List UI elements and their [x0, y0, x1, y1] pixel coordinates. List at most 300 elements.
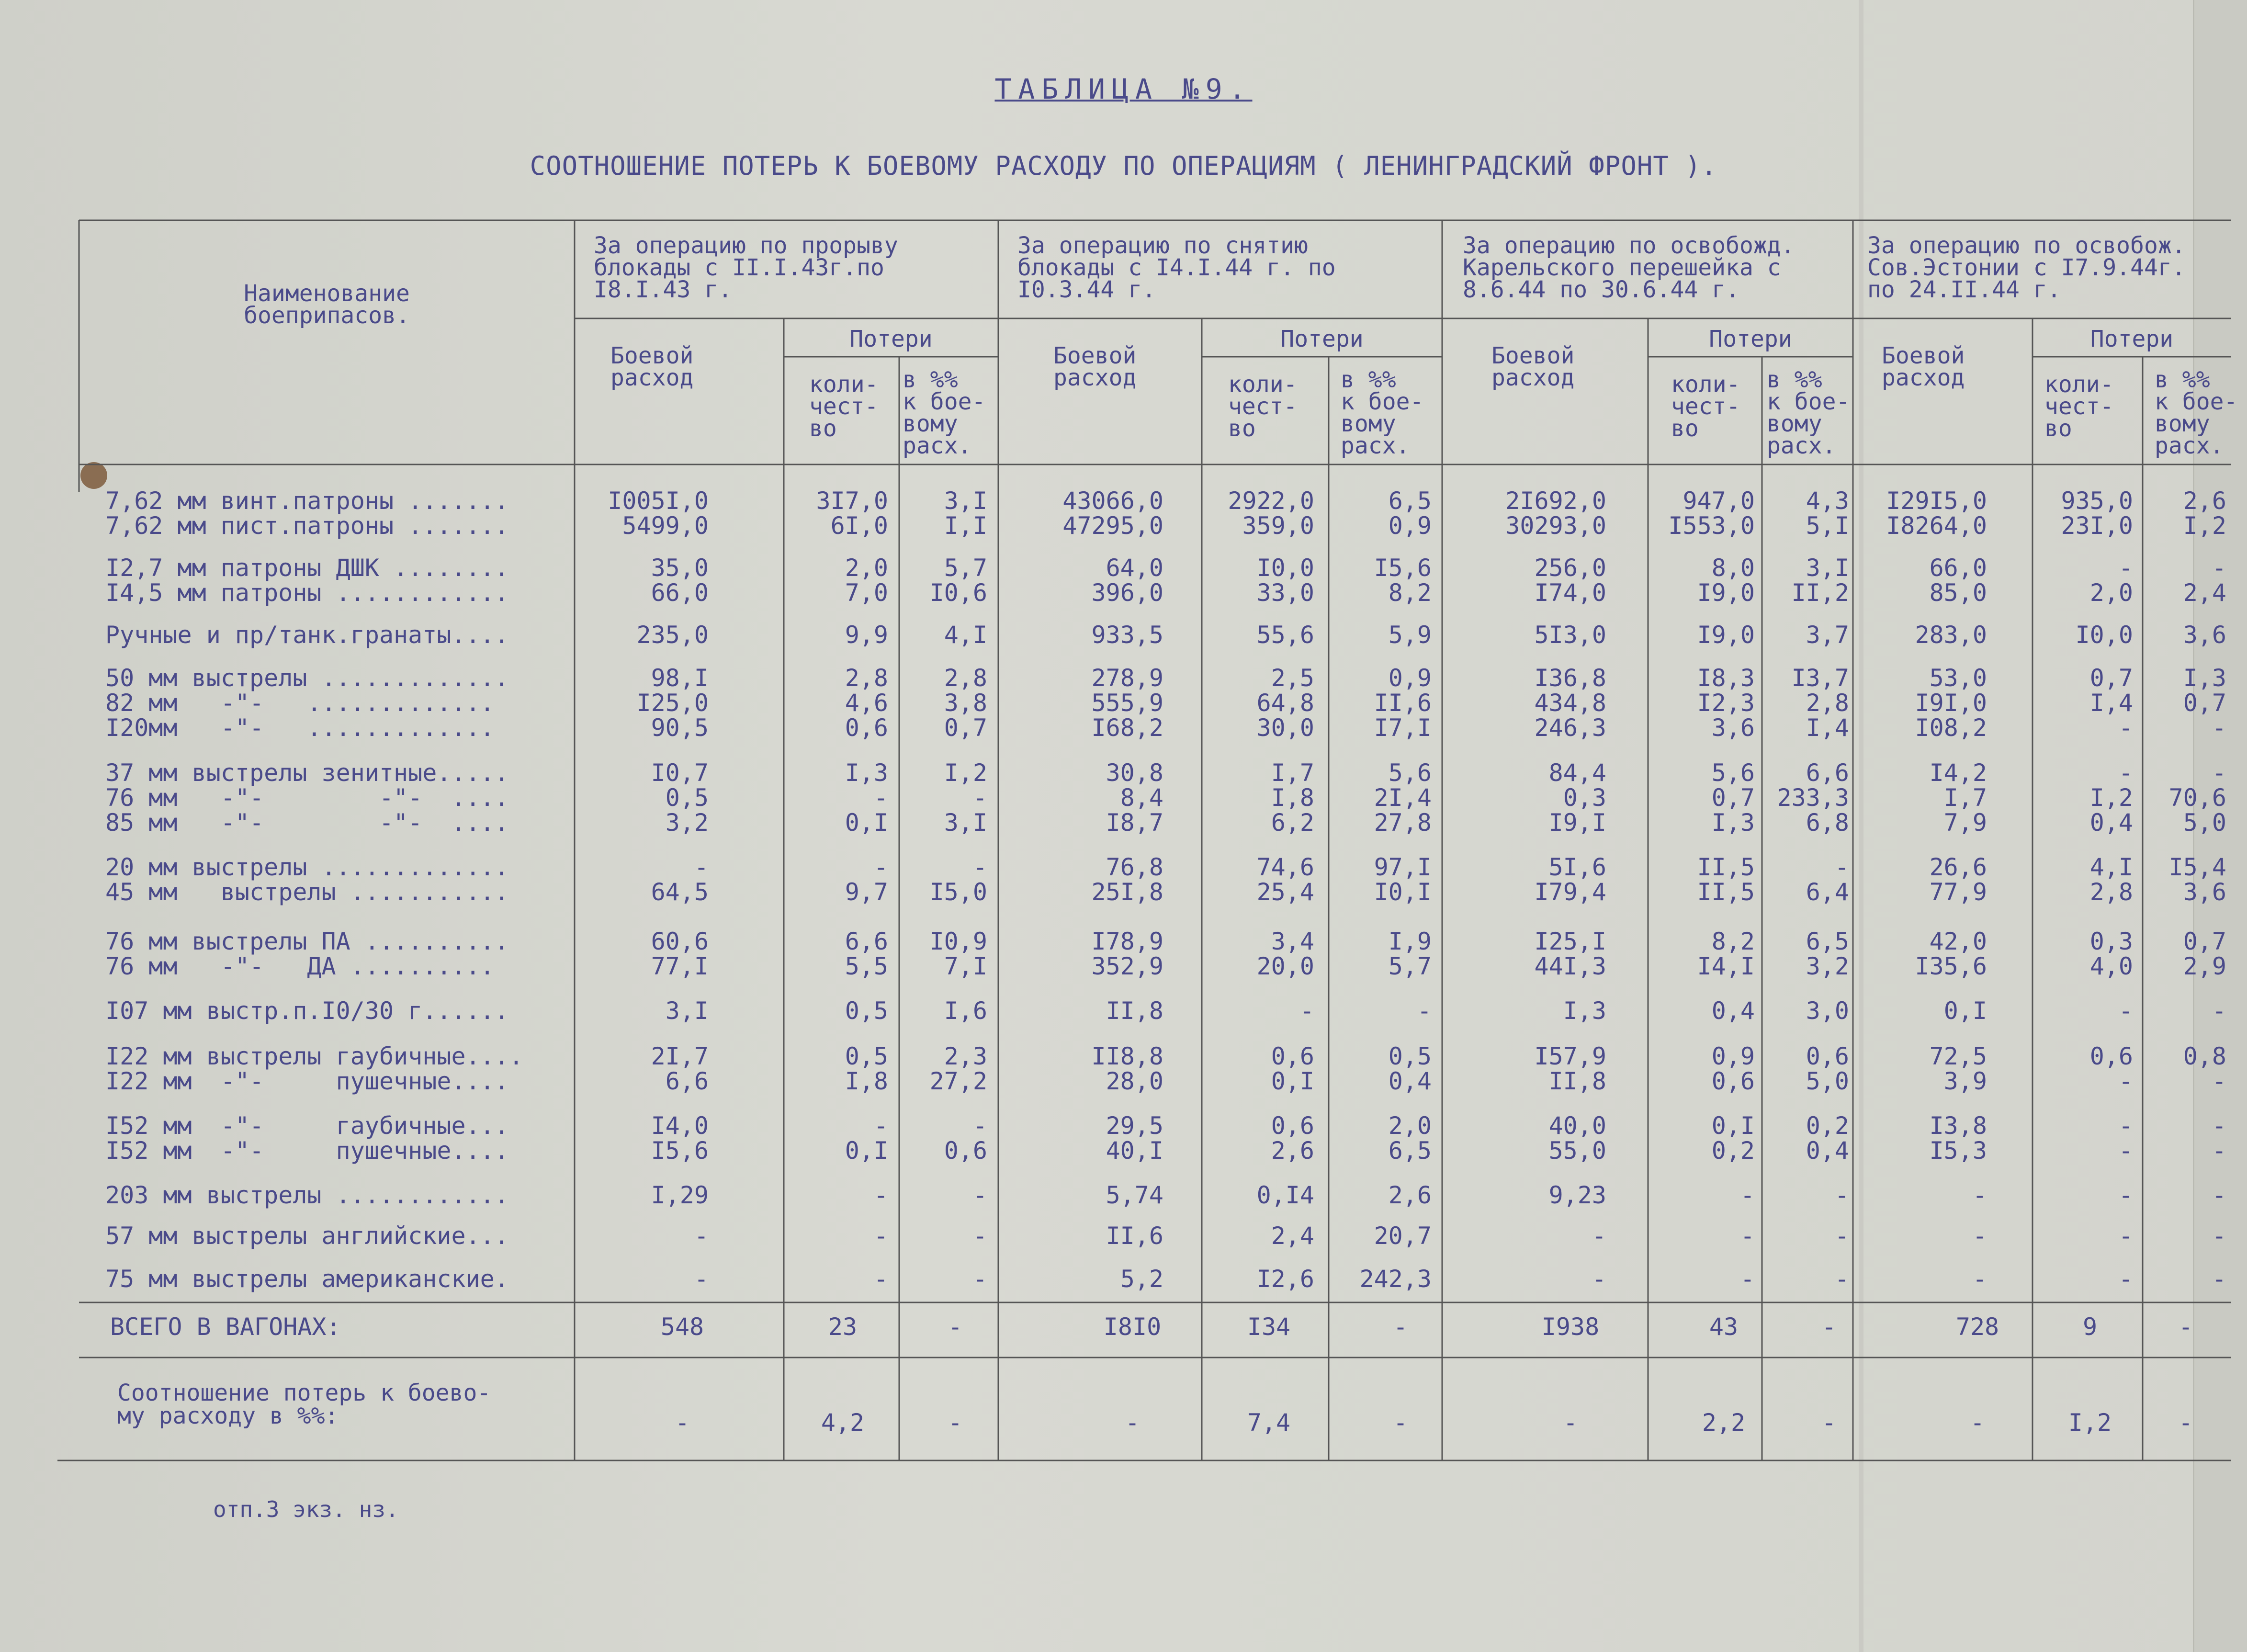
- row-value: 40,I: [1106, 1137, 1163, 1165]
- row-value: 2,0: [1388, 1112, 1432, 1140]
- row-name: I52 мм -"- гаубичные...: [105, 1112, 509, 1140]
- row-value: 28,0: [1106, 1067, 1163, 1095]
- row-value: 6,5: [1806, 928, 1849, 955]
- row-value: -: [873, 784, 888, 812]
- row-value: 6,2: [1271, 809, 1314, 837]
- row-value: I,7: [1271, 759, 1314, 787]
- row-value: II,5: [1697, 853, 1755, 881]
- row-value: -: [2212, 714, 2226, 742]
- table-subtitle: СООТНОШЕНИЕ ПОТЕРЬ К БОЕВОМУ РАСХОДУ ПО ОПЕРАЦИЯМ ( ЛЕНИНГРАДСКИЙ ФРОНТ ).: [530, 151, 1717, 181]
- row-value: -: [972, 1265, 987, 1293]
- row-value: I,I: [944, 512, 987, 540]
- row-value: I9,I: [1548, 809, 1606, 837]
- row-value: 3,6: [1711, 714, 1755, 742]
- row-value: II,5: [1697, 878, 1755, 906]
- ratio-value: -: [1393, 1409, 1408, 1437]
- row-value: I3,8: [1929, 1112, 1987, 1140]
- row-value: I2,3: [1697, 689, 1755, 717]
- row-value: -: [1834, 1265, 1849, 1293]
- row-value: 0,7: [2183, 689, 2226, 717]
- row-value: 47295,0: [1062, 512, 1163, 540]
- row-value: -: [694, 1265, 709, 1293]
- row-value: -: [2212, 1265, 2226, 1293]
- row-value: 2I692,0: [1505, 487, 1606, 515]
- row-value: I8,3: [1697, 664, 1755, 692]
- row-value: 6,5: [1388, 487, 1432, 515]
- total-value: -: [2178, 1313, 2193, 1341]
- ratio-value: -: [1563, 1409, 1578, 1437]
- row-value: 0,I: [1943, 997, 1987, 1025]
- row-value: I08,2: [1915, 714, 1987, 742]
- row-value: -: [1972, 1222, 1987, 1250]
- row-value: 0,4: [1388, 1067, 1432, 1095]
- ratio-value: -: [1821, 1409, 1837, 1437]
- row-value: 0,8: [2183, 1042, 2226, 1070]
- total-value: 9: [2082, 1313, 2098, 1341]
- row-value: 3,0: [1806, 997, 1849, 1025]
- row-value: 2,0: [845, 554, 888, 582]
- row-value: I9,0: [1697, 621, 1755, 649]
- row-value: 7,I: [944, 952, 987, 980]
- row-value: 43066,0: [1062, 487, 1163, 515]
- row-value: 66,0: [1929, 554, 1987, 582]
- total-value: I34: [1247, 1313, 1291, 1341]
- row-value: -: [2212, 997, 2226, 1025]
- row-value: 5,5: [845, 952, 888, 980]
- row-value: I,2: [944, 759, 987, 787]
- row-value: 20,0: [1256, 952, 1314, 980]
- row-name: I22 мм -"- пушечные....: [105, 1067, 509, 1095]
- row-value: -: [1834, 1181, 1849, 1209]
- row-value: 256,0: [1534, 554, 1606, 582]
- row-value: I68,2: [1091, 714, 1163, 742]
- row-value: 8,2: [1711, 928, 1755, 955]
- row-value: -: [2118, 1137, 2133, 1165]
- row-value: 0,6: [1271, 1112, 1314, 1140]
- row-value: I0,7: [651, 759, 709, 787]
- ratio-value: -: [1125, 1409, 1140, 1437]
- row-value: 935,0: [2061, 487, 2133, 515]
- row-value: 555,9: [1091, 689, 1163, 717]
- footer-note: отп.3 экз. нз.: [213, 1496, 399, 1522]
- row-value: -: [873, 1265, 888, 1293]
- row-value: 0,9: [1388, 512, 1432, 540]
- row-value: 4,3: [1806, 487, 1849, 515]
- row-value: -: [2212, 1137, 2226, 1165]
- row-value: 4,6: [845, 689, 888, 717]
- row-value: 2,4: [2183, 579, 2226, 607]
- row-value: 0,4: [1711, 997, 1755, 1025]
- row-value: 85,0: [1929, 579, 1987, 607]
- row-value: 3,I: [944, 487, 987, 515]
- row-value: -: [972, 1222, 987, 1250]
- row-value: I4,I: [1697, 952, 1755, 980]
- row-value: I74,0: [1534, 579, 1606, 607]
- row-value: 60,6: [651, 928, 709, 955]
- row-value: 233,3: [1777, 784, 1849, 812]
- header-qty-2: коли- чест- во: [1228, 371, 1298, 442]
- row-value: -: [1740, 1265, 1755, 1293]
- row-value: -: [972, 853, 987, 881]
- row-value: 84,4: [1548, 759, 1606, 787]
- header-qty-4: коли- чест- во: [2044, 371, 2114, 442]
- row-value: 8,2: [1388, 579, 1432, 607]
- row-value: 9,9: [845, 621, 888, 649]
- ratio-value: -: [1970, 1409, 1985, 1437]
- row-value: 5,6: [1388, 759, 1432, 787]
- row-value: 2,0: [2089, 579, 2133, 607]
- row-value: 77,I: [651, 952, 709, 980]
- row-value: 0,9: [1388, 664, 1432, 692]
- row-value: 0,7: [2183, 928, 2226, 955]
- ratio-value: -: [948, 1409, 963, 1437]
- row-name: 7,62 мм винт.патроны .......: [105, 487, 509, 515]
- header-combat-4: Боевой расход: [1882, 342, 1965, 391]
- row-value: -: [1592, 1222, 1606, 1250]
- row-value: 2922,0: [1228, 487, 1314, 515]
- row-value: 235,0: [636, 621, 709, 649]
- row-value: I,7: [1943, 784, 1987, 812]
- row-value: I0,6: [929, 579, 987, 607]
- row-name: 203 мм выстрелы ............: [105, 1181, 509, 1209]
- row-value: 72,5: [1929, 1042, 1987, 1070]
- row-value: II,2: [1791, 579, 1849, 607]
- row-value: 77,9: [1929, 878, 1987, 906]
- row-value: 5,6: [1711, 759, 1755, 787]
- row-value: I9,0: [1697, 579, 1755, 607]
- row-value: 66,0: [651, 579, 709, 607]
- total-value: -: [1393, 1313, 1408, 1341]
- row-value: -: [2118, 1112, 2133, 1140]
- total-value: 548: [660, 1313, 704, 1341]
- row-value: 0,7: [944, 714, 987, 742]
- row-value: I35,6: [1915, 952, 1987, 980]
- row-value: 434,8: [1534, 689, 1606, 717]
- ratio-value: 4,2: [821, 1409, 865, 1437]
- row-value: 242,3: [1359, 1265, 1432, 1293]
- header-pct-3: в %% к бое- вому расх.: [1767, 366, 1850, 459]
- row-value: 6,6: [1806, 759, 1849, 787]
- row-value: 2,5: [1271, 664, 1314, 692]
- row-value: 74,6: [1256, 853, 1314, 881]
- row-value: 27,2: [929, 1067, 987, 1095]
- row-value: 4,0: [2089, 952, 2133, 980]
- row-value: 64,8: [1256, 689, 1314, 717]
- row-value: I2,6: [1256, 1265, 1314, 1293]
- total-value: 23: [828, 1313, 858, 1341]
- row-value: -: [1972, 1265, 1987, 1293]
- row-value: 7,9: [1943, 809, 1987, 837]
- row-value: 30,8: [1106, 759, 1163, 787]
- row-value: -: [1972, 1181, 1987, 1209]
- row-name: 82 мм -"- .............: [105, 689, 495, 717]
- row-value: 6,6: [845, 928, 888, 955]
- row-name: I07 мм выстр.п.I0/30 г......: [105, 997, 509, 1025]
- row-value: 5I3,0: [1534, 621, 1606, 649]
- row-value: 25I,8: [1091, 878, 1163, 906]
- total-value: I938: [1541, 1313, 1600, 1341]
- header-operation-3: За операцию по освобожд. Карельского перешейка с 8.6.44 по 30.6.44 г.: [1463, 232, 1795, 303]
- row-value: 0,3: [1563, 784, 1606, 812]
- row-value: I,4: [1806, 714, 1849, 742]
- row-value: 26,6: [1929, 853, 1987, 881]
- row-value: II8,8: [1091, 1042, 1163, 1070]
- header-pct-2: в %% к бое- вому расх.: [1341, 366, 1424, 459]
- ratio-value: -: [675, 1409, 690, 1437]
- row-value: 7,0: [845, 579, 888, 607]
- row-value: 2,6: [2183, 487, 2226, 515]
- row-value: 33,0: [1256, 579, 1314, 607]
- row-value: -: [694, 853, 709, 881]
- row-value: 0,7: [1711, 784, 1755, 812]
- row-name: 20 мм выстрелы .............: [105, 853, 509, 881]
- row-value: 23I,0: [2061, 512, 2133, 540]
- row-value: -: [873, 1181, 888, 1209]
- row-value: 5,I: [1806, 512, 1849, 540]
- row-value: I,8: [845, 1067, 888, 1095]
- row-value: 3,7: [1806, 621, 1849, 649]
- row-value: 3,8: [944, 689, 987, 717]
- header-combat-2: Боевой расход: [1053, 342, 1137, 391]
- row-value: -: [972, 784, 987, 812]
- row-value: 5,9: [1388, 621, 1432, 649]
- row-value: 2I,7: [651, 1042, 709, 1070]
- row-value: 2,3: [944, 1042, 987, 1070]
- row-value: II,8: [1548, 1067, 1606, 1095]
- row-name: 50 мм выстрелы .............: [105, 664, 509, 692]
- total-value: 43: [1709, 1313, 1739, 1341]
- row-value: 0,I: [1271, 1067, 1314, 1095]
- row-value: 42,0: [1929, 928, 1987, 955]
- row-value: 55,6: [1256, 621, 1314, 649]
- row-value: 0,6: [1711, 1067, 1755, 1095]
- table-title: ТАБЛИЦА №9.: [994, 73, 1253, 105]
- row-value: I,9: [1388, 928, 1432, 955]
- row-value: I5,6: [651, 1137, 709, 1165]
- row-value: 5,0: [2183, 809, 2226, 837]
- row-value: -: [2212, 1112, 2226, 1140]
- row-name: I22 мм выстрелы гаубичные....: [105, 1042, 523, 1070]
- row-value: 76,8: [1106, 853, 1163, 881]
- row-value: -: [2212, 1067, 2226, 1095]
- row-value: 0,6: [2089, 1042, 2133, 1070]
- row-value: I79,4: [1534, 878, 1606, 906]
- row-value: 0,I4: [1256, 1181, 1314, 1209]
- row-name: I4,5 мм патроны ............: [105, 579, 509, 607]
- row-value: I29I5,0: [1886, 487, 1987, 515]
- total-label: ВСЕГО В ВАГОНАХ:: [110, 1313, 341, 1341]
- header-operation-1: За операцию по прорыву блокады с II.I.43г.по I8.I.43 г.: [594, 232, 898, 303]
- row-value: I9I,0: [1915, 689, 1987, 717]
- row-value: 3,2: [665, 809, 709, 837]
- row-value: I25,0: [636, 689, 709, 717]
- row-value: I7,I: [1374, 714, 1432, 742]
- row-value: 0,5: [1388, 1042, 1432, 1070]
- header-qty-1: коли- чест- во: [809, 371, 879, 442]
- row-value: 8,4: [1120, 784, 1163, 812]
- row-value: 0,I: [1711, 1112, 1755, 1140]
- row-value: -: [2118, 1265, 2133, 1293]
- row-value: I,29: [651, 1181, 709, 1209]
- row-value: I5,4: [2168, 853, 2226, 881]
- header-name-col: Наименование боеприпасов.: [244, 280, 410, 329]
- row-value: II,8: [1106, 997, 1163, 1025]
- row-value: 97,I: [1374, 853, 1432, 881]
- row-value: -: [873, 1222, 888, 1250]
- row-value: -: [1417, 997, 1432, 1025]
- header-losses-1: Потери: [849, 326, 933, 352]
- row-value: 0,4: [1806, 1137, 1849, 1165]
- row-value: I0,9: [929, 928, 987, 955]
- row-value: 35,0: [651, 554, 709, 582]
- row-value: I57,9: [1534, 1042, 1606, 1070]
- row-value: I8,7: [1106, 809, 1163, 837]
- row-value: 0,5: [665, 784, 709, 812]
- row-value: 396,0: [1091, 579, 1163, 607]
- row-value: 2,4: [1271, 1222, 1314, 1250]
- row-value: I0,0: [1256, 554, 1314, 582]
- ratio-value: 2,2: [1702, 1409, 1746, 1437]
- row-value: 9,7: [845, 878, 888, 906]
- row-value: 64,0: [1106, 554, 1163, 582]
- row-value: 40,0: [1548, 1112, 1606, 1140]
- row-value: 30293,0: [1505, 512, 1606, 540]
- row-value: I553,0: [1668, 512, 1755, 540]
- row-value: 25,4: [1256, 878, 1314, 906]
- row-name: 76 мм выстрелы ПА ..........: [105, 928, 509, 955]
- ratio-value: -: [2178, 1409, 2193, 1437]
- row-value: 0,2: [1806, 1112, 1849, 1140]
- row-value: 0,5: [845, 997, 888, 1025]
- row-value: 3,I: [944, 809, 987, 837]
- row-value: 278,9: [1091, 664, 1163, 692]
- row-name: I20мм -"- .............: [105, 714, 495, 742]
- ratio-value: I,2: [2068, 1409, 2112, 1437]
- row-value: 3,2: [1806, 952, 1849, 980]
- row-value: 55,0: [1548, 1137, 1606, 1165]
- row-value: 0,6: [1806, 1042, 1849, 1070]
- row-value: -: [2118, 554, 2133, 582]
- row-value: 29,5: [1106, 1112, 1163, 1140]
- row-value: I3,7: [1791, 664, 1849, 692]
- row-value: 3,6: [2183, 878, 2226, 906]
- total-value: I8I0: [1103, 1313, 1162, 1341]
- row-value: I0,0: [2075, 621, 2133, 649]
- row-value: 90,5: [651, 714, 709, 742]
- row-value: -: [1299, 997, 1314, 1025]
- row-value: I36,8: [1534, 664, 1606, 692]
- row-value: I005I,0: [608, 487, 709, 515]
- row-value: 4,I: [2089, 853, 2133, 881]
- row-name: I2,7 мм патроны ДШК ........: [105, 554, 509, 582]
- row-value: I,2: [2089, 784, 2133, 812]
- row-value: 2,8: [944, 664, 987, 692]
- row-value: -: [873, 1112, 888, 1140]
- row-value: 5,74: [1106, 1181, 1163, 1209]
- row-value: 5,7: [944, 554, 987, 582]
- row-value: I,8: [1271, 784, 1314, 812]
- row-name: 7,62 мм пист.патроны .......: [105, 512, 509, 540]
- header-pct-1: в %% к бое- вому расх.: [903, 366, 986, 459]
- row-name: 45 мм выстрелы ...........: [105, 878, 509, 906]
- row-value: 5I,6: [1548, 853, 1606, 881]
- row-value: -: [2118, 759, 2133, 787]
- row-value: -: [972, 1112, 987, 1140]
- row-value: I4,0: [651, 1112, 709, 1140]
- row-value: 9,23: [1548, 1181, 1606, 1209]
- row-value: -: [2118, 1067, 2133, 1095]
- row-value: 3,I: [665, 997, 709, 1025]
- row-name: 76 мм -"- ДА ..........: [105, 952, 495, 980]
- row-value: I,3: [1711, 809, 1755, 837]
- row-value: 0,2: [1711, 1137, 1755, 1165]
- row-value: -: [1592, 1265, 1606, 1293]
- row-value: 4,I: [944, 621, 987, 649]
- row-value: 3,9: [1943, 1067, 1987, 1095]
- row-value: 70,6: [2168, 784, 2226, 812]
- header-combat-1: Боевой расход: [610, 342, 694, 391]
- row-value: 2,6: [1388, 1181, 1432, 1209]
- row-value: -: [2118, 714, 2133, 742]
- row-value: 933,5: [1091, 621, 1163, 649]
- row-value: 30,0: [1256, 714, 1314, 742]
- row-value: 0,6: [1271, 1042, 1314, 1070]
- row-value: 98,I: [651, 664, 709, 692]
- row-value: I5,3: [1929, 1137, 1987, 1165]
- header-pct-4: в %% к бое- вому расх.: [2155, 366, 2238, 459]
- row-value: 5,2: [1120, 1265, 1163, 1293]
- header-operation-4: За операцию по освобож. Сов.Эстонии с I7.9.44г. по 24.II.44 г.: [1867, 232, 2186, 303]
- row-value: 3I7,0: [816, 487, 888, 515]
- row-value: -: [1740, 1181, 1755, 1209]
- row-value: -: [2212, 1222, 2226, 1250]
- row-value: 0,4: [2089, 809, 2133, 837]
- row-value: 0,I: [845, 809, 888, 837]
- row-value: 2,8: [2089, 878, 2133, 906]
- header-losses-3: Потери: [1709, 326, 1792, 352]
- row-value: -: [1834, 1222, 1849, 1250]
- row-value: I78,9: [1091, 928, 1163, 955]
- header-operation-2: За операцию по снятию блокады с I4.I.44 г. по I0.3.44 г.: [1017, 232, 1336, 303]
- row-value: 5,0: [1806, 1067, 1849, 1095]
- row-value: 20,7: [1374, 1222, 1432, 1250]
- row-value: I25,I: [1534, 928, 1606, 955]
- row-value: 6,8: [1806, 809, 1849, 837]
- row-value: 2,6: [1271, 1137, 1314, 1165]
- row-value: 5,7: [1388, 952, 1432, 980]
- row-value: 3,4: [1271, 928, 1314, 955]
- row-value: II,6: [1106, 1222, 1163, 1250]
- row-value: 6,6: [665, 1067, 709, 1095]
- ratio-value: 7,4: [1247, 1409, 1291, 1437]
- row-value: -: [873, 853, 888, 881]
- row-value: 0,7: [2089, 664, 2133, 692]
- row-value: 8,0: [1711, 554, 1755, 582]
- row-value: I,6: [944, 997, 987, 1025]
- row-value: -: [2118, 1181, 2133, 1209]
- row-value: I4,2: [1929, 759, 1987, 787]
- row-name: 76 мм -"- -"- ....: [105, 784, 509, 812]
- header-combat-3: Боевой расход: [1491, 342, 1575, 391]
- row-name: Ручные и пр/танк.гранаты....: [105, 621, 509, 649]
- row-value: 3,I: [1806, 554, 1849, 582]
- row-name: I52 мм -"- пушечные....: [105, 1137, 509, 1165]
- row-value: 246,3: [1534, 714, 1606, 742]
- row-name: 75 мм выстрелы американские.: [105, 1265, 509, 1293]
- row-value: -: [2212, 1181, 2226, 1209]
- row-value: 0,9: [1711, 1042, 1755, 1070]
- row-value: -: [1834, 853, 1849, 881]
